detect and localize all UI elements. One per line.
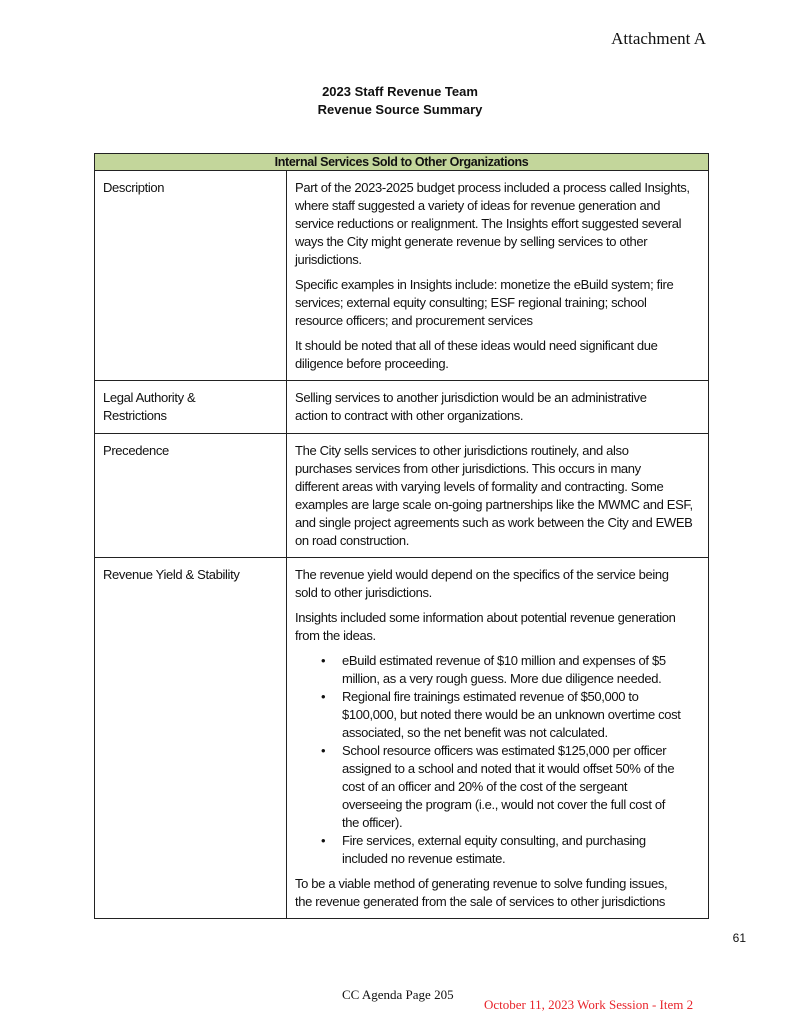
text-line: Insights included some information about potential revenue generation [295, 610, 676, 625]
document-title: 2023 Staff Revenue Team [322, 84, 478, 99]
text-line: service reductions or realignment. The Insights effort suggested several [295, 216, 682, 231]
paragraph [295, 337, 700, 373]
text-line: Fire services, external equity consulting, and purchasing [342, 833, 646, 848]
row-label [95, 558, 287, 919]
paragraph [295, 389, 700, 425]
text-line: from the ideas. [295, 628, 376, 643]
paragraph [295, 276, 700, 330]
bullet-item [295, 652, 700, 688]
bullet-item [295, 742, 700, 832]
paragraph [295, 566, 700, 602]
text-line: Part of the 2023-2025 budget process included a process called Insights, [295, 180, 690, 195]
row-label-line: Description [103, 180, 165, 195]
text-line: $100,000, but noted there would be an unknown overtime cost [342, 707, 681, 722]
row-label [95, 171, 287, 381]
bullet-icon: • [321, 689, 326, 704]
paragraph [295, 179, 700, 269]
work-session-label: October 11, 2023 Work Session - Item 2 [484, 997, 694, 1012]
text-line: and single project agreements such as work between the City and EWEB [295, 515, 693, 530]
row-label-line: Precedence [103, 443, 169, 458]
bullet-icon: • [321, 743, 326, 758]
row-label-line: Revenue Yield & Stability [103, 567, 240, 582]
text-line: on road construction. [295, 533, 410, 548]
text-line: eBuild estimated revenue of $10 million and expenses of $5 [342, 653, 666, 668]
text-line: To be a viable method of generating revenue to solve funding issues, [295, 876, 668, 891]
table-row [95, 171, 709, 381]
table-row [95, 381, 709, 434]
text-line: cost of an officer and 20% of the cost of the sergeant [342, 779, 628, 794]
bullet-icon: • [321, 833, 326, 848]
text-line: School resource officers was estimated $125,000 per officer [342, 743, 667, 758]
row-content [287, 381, 709, 434]
text-line: resource officers; and procurement services [295, 313, 533, 328]
text-line: assigned to a school and noted that it would offset 50% of the [342, 761, 675, 776]
text-line: The City sells services to other jurisdictions routinely, and also [295, 443, 629, 458]
paragraph [295, 442, 700, 550]
text-line: different areas with varying levels of formality and contracting. Some [295, 479, 664, 494]
text-line: services; external equity consulting; ESF regional training; school [295, 295, 647, 310]
document-subtitle: Revenue Source Summary [317, 102, 483, 117]
text-line: purchases services from other jurisdictions. This occurs in many [295, 461, 641, 476]
text-line: overseeing the program (i.e., would not cover the full cost of [342, 797, 665, 812]
text-line: Regional fire trainings estimated revenue of $50,000 to [342, 689, 639, 704]
text-line: Specific examples in Insights include: monetize the eBuild system; fire [295, 277, 674, 292]
text-line: ways the City might generate revenue by selling services to other [295, 234, 648, 249]
text-line: where staff suggested a variety of ideas for revenue generation and [295, 198, 661, 213]
revenue-source-table [94, 153, 709, 919]
text-line: the revenue generated from the sale of services to other jurisdictions [295, 894, 666, 909]
row-content [287, 558, 709, 919]
row-content [287, 434, 709, 558]
text-line: million, as a very rough guess. More due diligence needed. [342, 671, 662, 686]
bullet-icon: • [321, 653, 326, 668]
text-line: It should be noted that all of these ideas would need significant due [295, 338, 658, 353]
row-label [95, 381, 287, 434]
text-line: the officer). [342, 815, 403, 830]
table-header: Internal Services Sold to Other Organizations [95, 154, 709, 171]
table-row [95, 558, 709, 919]
row-label [95, 434, 287, 558]
agenda-page: CC Agenda Page 205 [342, 987, 454, 1002]
text-line: jurisdictions. [295, 252, 362, 267]
bullet-item [295, 688, 700, 742]
text-line: Selling services to another jurisdiction would be an administrative [295, 390, 647, 405]
bullet-list [295, 652, 700, 868]
text-line: examples are large scale on-going partnerships like the MWMC and ESF, [295, 497, 693, 512]
text-line: action to contract with other organizations. [295, 408, 524, 423]
row-content [287, 171, 709, 381]
text-line: associated, so the net benefit was not calculated. [342, 725, 608, 740]
bullet-item [295, 832, 700, 868]
paragraph [295, 609, 700, 645]
attachment-label: Attachment A [611, 29, 706, 48]
text-line: sold to other jurisdictions. [295, 585, 432, 600]
table-header-row [95, 154, 709, 171]
row-label-line: Restrictions [103, 408, 167, 423]
page-number: 61 [732, 931, 746, 945]
text-line: The revenue yield would depend on the specifics of the service being [295, 567, 669, 582]
text-line: included no revenue estimate. [342, 851, 506, 866]
table-row [95, 434, 709, 558]
row-label-line: Legal Authority & [103, 390, 196, 405]
paragraph [295, 875, 700, 911]
text-line: diligence before proceeding. [295, 356, 449, 371]
